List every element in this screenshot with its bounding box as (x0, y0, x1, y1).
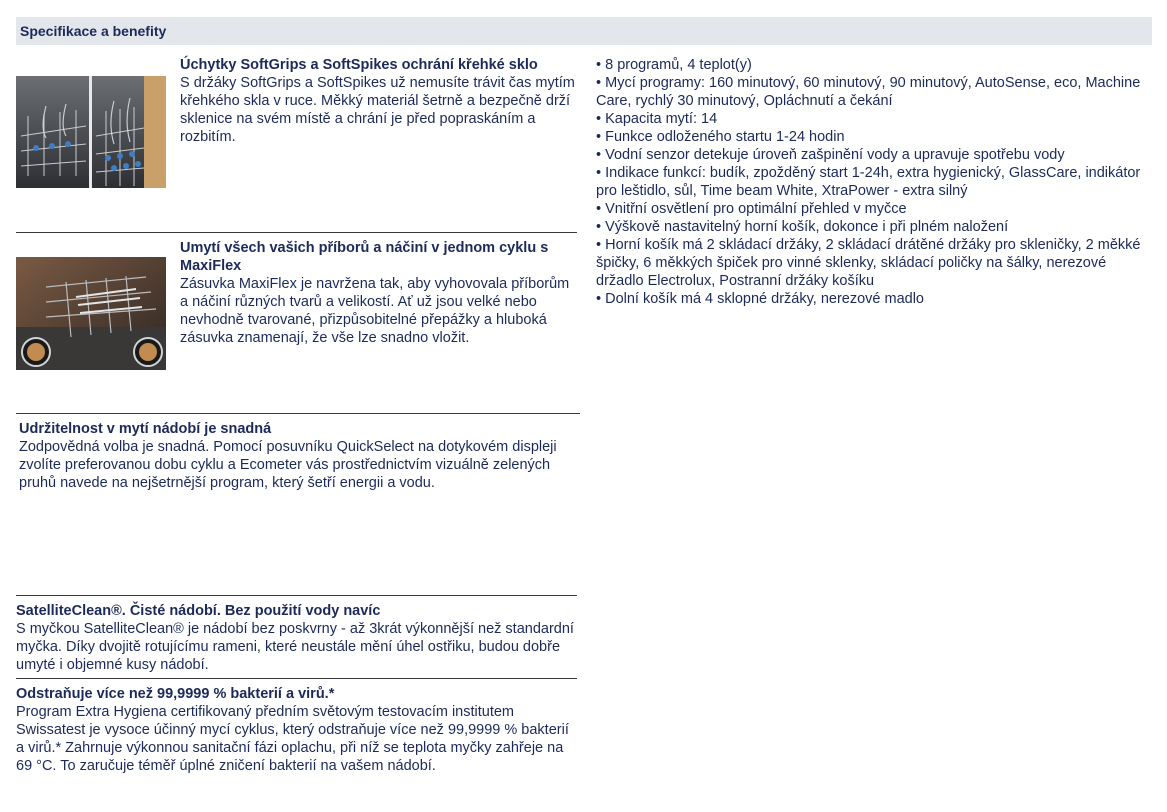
feature-title: Umytí všech vašich příborů a náčiní v jednom cyklu s MaxiFlex (180, 240, 549, 274)
feature-text: S myčkou SatelliteClean® je nádobí bez poskvrny - až 3krát výkonnější než standardní myčka. Díky dvojitě rotujícímu rameni, které neustále mění úhel ostřiku, budou dobře umyté i objemné kusy nádobí. (16, 621, 574, 673)
spec-item: • Funkce odloženého startu 1-24 hodin (596, 128, 1156, 146)
spec-item: • Kapacita mytí: 14 (596, 110, 1156, 128)
spec-item: • Vodní senzor detekuje úroveň zašpinění vody a upravuje spotřebu vody (596, 146, 1156, 164)
feature-sustainability (19, 420, 579, 492)
divider (16, 678, 577, 679)
feature-softgrips (180, 56, 580, 146)
spec-item: • Dolní košík má 4 sklopné držáky, nerezové madlo (596, 290, 1156, 308)
feature-text: Program Extra Hygiena certifikovaný předním světovým testovacím institutem Swissatest je vysoce účinný mycí cyklus, který odstraňuje více než 99,9999 % bakterií a virů.* Zahrnuje výkonnou sanitační fázi oplachu, při níž se teplota myčky zahřeje na 69 °C. To zaručuje téměř úplné zničení bakterií na vašem nádobí. (16, 704, 569, 774)
spec-item: • Mycí programy: 160 minutový, 60 minutový, 90 minutový, AutoSense, eco, Machine Care, rychlý 30 minutový, Opláchnutí a čekání (596, 74, 1156, 110)
spec-list (596, 56, 1156, 308)
spec-item: • Vnitřní osvětlení pro optimální přehled v myčce (596, 200, 1156, 218)
feature-text: Zodpovědná volba je snadná. Pomocí posuvníku QuickSelect na dotykovém displeji zvolíte preferovanou dobu cyklu a Ecometer vás prostřednictvím vizuálně zelených pruhů navede na nejšetrnější program, který šetří energii a vodu. (19, 439, 557, 491)
spec-item: • Horní košík má 2 skládací držáky, 2 skládací drátěné držáky pro skleničky, 2 měkké špičky, 6 měkkých špiček pro vinné sklenky, skládací poličky na šálky, nerezové držadlo Electrolux, Postranní držáky košíku (596, 236, 1156, 290)
feature-hygiene (16, 685, 576, 775)
spec-item: • Výškově nastavitelný horní košík, dokonce i při plném naložení (596, 218, 1156, 236)
maxiflex-image (16, 257, 166, 370)
feature-text: Zásuvka MaxiFlex je navržena tak, aby vyhovovala příborům a náčiní různých tvarů a velikostí. Ať už jsou velké nebo nevhodně tvarované, přizpůsobitelné přepážky a hluboká zásuvka znamenají, že vše lze snadno vložit. (180, 276, 570, 346)
divider (16, 232, 577, 233)
feature-title: Odstraňuje více než 99,9999 % bakterií a virů.* (16, 686, 335, 702)
softgrips-image (16, 76, 166, 188)
feature-satelliteclean (16, 602, 576, 674)
divider (16, 595, 577, 596)
section-header (16, 17, 1152, 45)
feature-title: Udržitelnost v mytí nádobí je snadná (19, 421, 272, 437)
feature-title: Úchytky SoftGrips a SoftSpikes ochrání křehké sklo (180, 57, 538, 73)
feature-text: S držáky SoftGrips a SoftSpikes už nemusíte trávit čas mytím křehkého skla v ruce. Měkký materiál šetrně a bezpečně drží sklenice na svém místě a chrání je před popraskáním a rozbitím. (180, 75, 575, 145)
feature-maxiflex (180, 239, 580, 347)
divider (16, 413, 580, 414)
spec-item: • Indikace funkcí: budík, zpožděný start 1-24h, extra hygienický, GlassCare, indikátor pro leštidlo, sůl, Time beam White, XtraPower - extra silný (596, 164, 1156, 200)
section-title: Specifikace a benefity (20, 23, 167, 39)
spec-item: • 8 programů, 4 teplot(y) (596, 56, 1156, 74)
feature-title: SatelliteClean®. Čisté nádobí. Bez použití vody navíc (16, 603, 381, 619)
